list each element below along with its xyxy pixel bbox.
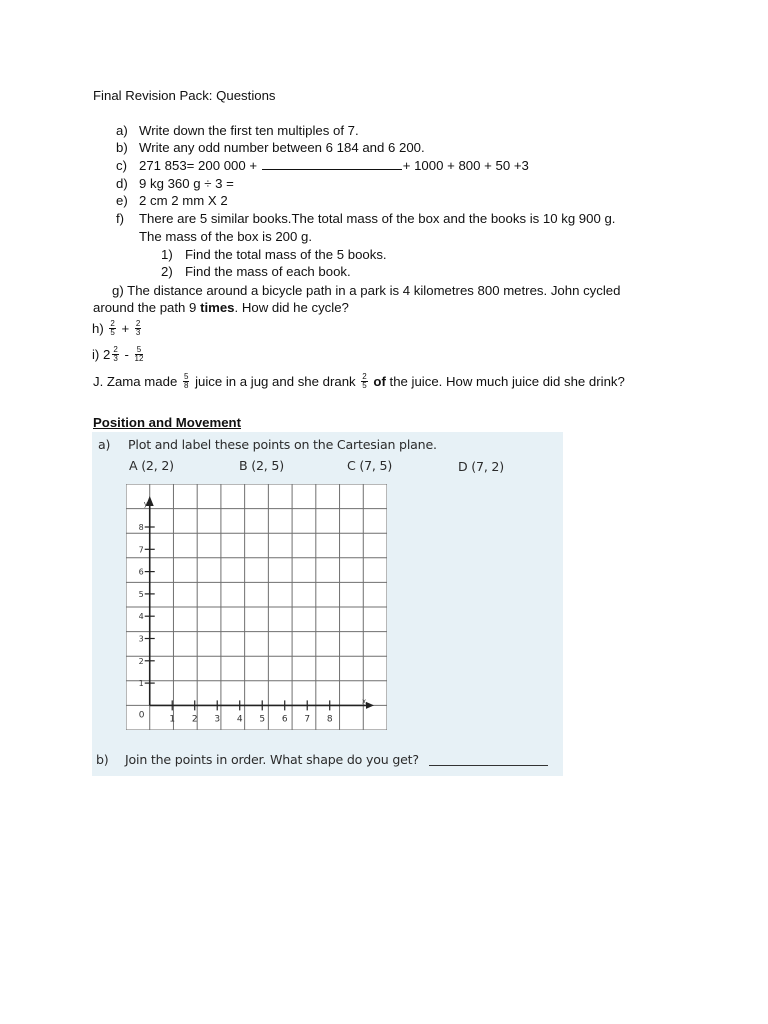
x-tick-label: 1 [169,714,176,725]
denominator: 5 [362,381,367,391]
point-label: C (7, 5) [347,458,393,473]
worksheet-a-label: a) [98,437,111,452]
section-title: Position and Movement [93,415,242,430]
scanned-worksheet [92,432,563,776]
question-g-text-end: . How did he cycle? [234,300,349,315]
x-tick-label: 6 [281,714,288,725]
denominator: 3 [135,328,141,338]
question-text: 2 cm 2 mm X 2 [139,193,228,208]
y-axis-label: y [143,500,148,508]
question-label: c) [116,158,127,173]
question-text: The mass of the box is 200 g. [139,229,312,244]
x-axis-arrow [366,702,374,709]
page-title: Final Revision Pack: Questions [93,88,276,103]
question-g-line2 [93,300,349,316]
subquestion-label: 1) [161,247,173,262]
point-label: B (2, 5) [239,458,284,473]
y-tick-label: 4 [138,612,144,622]
question-g-bold: times [200,300,235,315]
question-text: Write down the first ten multiples of 7. [139,123,359,138]
question-g-line1: g) The distance around a bicycle path in a park is 4 kilometres 800 metres. John cycled [112,283,621,298]
denominator: 12 [134,354,144,364]
point-label: D (7, 2) [458,459,504,474]
numerator: 2 [113,345,118,355]
question-label: a) [116,123,128,138]
fraction [112,346,118,363]
worksheet-a-text: Plot and label these points on the Cartesian plane. [128,437,437,452]
numerator: 2 [362,372,367,382]
question-label: f) [116,211,125,226]
question-label: d) [116,176,128,191]
y-tick-label: 8 [138,523,144,532]
y-tick-label: 1 [138,679,144,689]
cartesian-grid [126,484,387,730]
y-tick-label: 5 [138,589,144,599]
point-label: A (2, 2) [129,458,174,473]
question-text: Write any odd number between 6 184 and 6 200. [139,140,425,155]
denominator: 5 [110,328,115,338]
subquestion-text: Find the mass of each book. [185,264,351,279]
fraction [135,346,144,363]
denominator: 3 [113,354,118,364]
question-text: the juice. How much juice did she drink? [385,374,625,389]
question-label: b) [116,140,128,155]
fraction [109,320,115,337]
subquestion-label: 2) [161,264,173,279]
answer-line [429,765,548,766]
question-h [92,321,143,338]
question-text: juice in a jug and she drank [191,374,360,389]
worksheet-b-text: Join the points in order. What shape do you get? [125,752,419,767]
y-tick-label: 6 [138,567,144,577]
x-tick-label: 4 [236,714,243,725]
x-tick-label: 7 [304,714,311,725]
question-text: There are 5 similar books.The total mass of the box and the books is 10 kg 900 g. [139,211,616,226]
question-j [93,374,625,391]
question-label: h) [92,321,104,336]
x-tick-label: 8 [326,714,333,725]
y-tick-label: 3 [138,634,144,644]
answer-blank [262,158,402,170]
question-text: 9 kg 360 g ÷ 3 = [139,176,234,191]
fraction [361,373,367,390]
fraction [183,373,189,390]
numerator: 2 [110,319,115,329]
y-tick-label: 7 [138,545,144,555]
question-g-text: around the path 9 [93,300,201,315]
x-tick-label: 3 [214,714,221,725]
question-text: J. Zama made [93,374,181,389]
origin-label: 0 [138,710,145,721]
operator: + [121,321,130,336]
operator: - [124,347,129,362]
x-axis-label: x [362,697,367,706]
cartesian-plane [126,484,387,730]
question-text-after: + 1000 + 800 + 50 +3 [402,158,529,173]
worksheet-b-label: b) [96,752,109,767]
question-label: i) 2 [92,347,111,362]
question-text [139,158,529,174]
numerator: 5 [135,346,144,355]
question-text-before: 271 853= 200 000 + [139,158,261,173]
numerator: 5 [183,372,189,382]
denominator: 8 [183,381,189,391]
x-tick-label: 2 [191,714,198,725]
y-tick-label: 2 [138,656,144,666]
numerator: 2 [135,319,141,329]
question-bold: of [369,374,386,389]
subquestion-text: Find the total mass of the 5 books. [185,247,387,262]
x-tick-label: 5 [259,714,266,725]
question-i [92,347,145,364]
question-label: e) [116,193,128,208]
fraction [135,320,141,337]
